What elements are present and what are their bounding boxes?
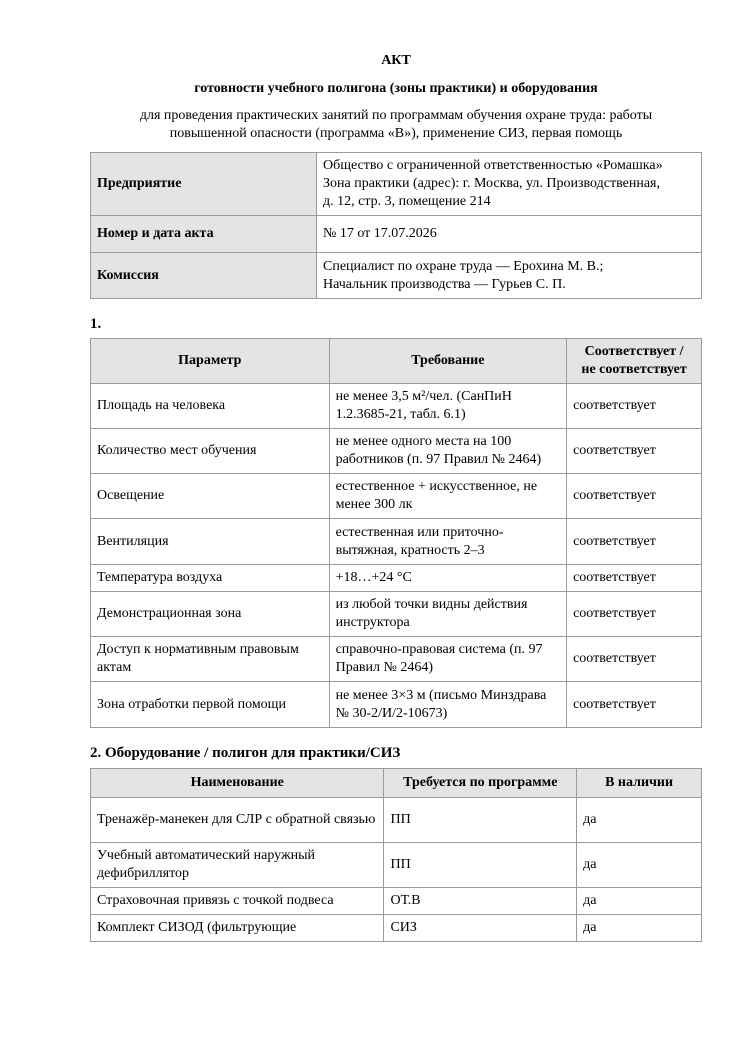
req-cell: +18…+24 °С	[329, 565, 567, 592]
req-cell: не менее 3,5 м²/чел. (СанПиН 1.2.3685-21, табл. 6.1)	[329, 384, 567, 429]
enterprise-value	[317, 153, 702, 216]
param-cell: Освещение	[91, 474, 330, 519]
equipment-available-cell: да	[577, 798, 702, 843]
equipment-required-cell: ПП	[384, 843, 577, 888]
equipment-name-cell: Учебный автоматический наружный дефибриллятор	[91, 843, 384, 888]
enterprise-line1: Общество с ограниченной ответственностью «Ромашка»	[323, 158, 663, 173]
table-row	[91, 798, 702, 843]
table-row	[91, 384, 702, 429]
param-cell: Количество мест обучения	[91, 429, 330, 474]
commission-value	[317, 253, 702, 299]
document-page	[90, 52, 702, 942]
equipment-name-cell: Страховочная привязь с точкой подвеса	[91, 888, 384, 915]
commission-line2: Начальник производства — Гурьев С. П.	[323, 276, 566, 292]
doc-subtitle: готовности учебного полигона (зоны практики) и оборудования	[194, 81, 598, 96]
req-cell: не менее одного места на 100 работников (п. 97 Правил № 2464)	[329, 429, 567, 474]
enterprise-line2: Зона практики (адрес): г. Москва, ул. Производственная,	[323, 176, 660, 191]
equipment-name-cell: Комплект СИЗОД (фильтрующие	[91, 915, 384, 942]
status-cell: соответствует	[567, 429, 702, 474]
enterprise-line3: д. 12, стр. 3, помещение 214	[323, 194, 491, 209]
equipment-name-cell: Тренажёр-манекен для СЛР с обратной связью	[91, 798, 384, 843]
act-label: Номер и дата акта	[91, 216, 317, 253]
table-row	[91, 915, 702, 942]
params-header-param: Параметр	[91, 339, 330, 384]
params-header-status-line2: не соответствует	[581, 362, 687, 377]
table-row	[91, 565, 702, 592]
table-row	[91, 843, 702, 888]
req-cell: естественная или приточно-вытяжная, кратность 2–3	[329, 519, 567, 565]
param-cell: Зона отработки первой помощи	[91, 682, 330, 728]
info-row-act	[91, 216, 702, 253]
equipment-header-name: Наименование	[91, 769, 384, 798]
req-cell: справочно-правовая система (п. 97 Правил № 2464)	[329, 637, 567, 682]
status-cell: соответствует	[567, 682, 702, 728]
req-cell: естественное + искусственное, не менее 300 лк	[329, 474, 567, 519]
equipment-header-required: Требуется по программе	[384, 769, 577, 798]
equipment-available-cell: да	[577, 915, 702, 942]
param-cell: Демонстрационная зона	[91, 592, 330, 637]
status-cell: соответствует	[567, 592, 702, 637]
params-header-row	[91, 339, 702, 384]
params-header-req: Требование	[329, 339, 567, 384]
enterprise-label: Предприятие	[91, 153, 317, 216]
param-cell: Доступ к нормативным правовым актам	[91, 637, 330, 682]
param-cell: Вентиляция	[91, 519, 330, 565]
equipment-required-cell: ПП	[384, 798, 577, 843]
equipment-required-cell: ОТ.В	[384, 888, 577, 915]
status-cell: соответствует	[567, 474, 702, 519]
commission-label: Комиссия	[91, 253, 317, 299]
equipment-header-row	[91, 769, 702, 798]
equipment-available-cell: да	[577, 888, 702, 915]
table-row	[91, 519, 702, 565]
section1-heading: 1.	[90, 316, 102, 332]
table-row	[91, 888, 702, 915]
params-table	[90, 338, 702, 728]
info-row-enterprise	[91, 153, 702, 216]
params-header-status-line1: Соответствует /	[584, 344, 684, 359]
doc-purpose	[90, 107, 702, 143]
status-cell: соответствует	[567, 519, 702, 565]
status-cell: соответствует	[567, 565, 702, 592]
req-cell: из любой точки видны действия инструктора	[329, 592, 567, 637]
section2-heading: 2. Оборудование / полигон для практики/СИЗ	[90, 745, 401, 761]
table-row	[91, 474, 702, 519]
table-row	[91, 429, 702, 474]
params-header-status	[567, 339, 702, 384]
equipment-table	[90, 768, 702, 942]
doc-title: АКТ	[381, 53, 411, 68]
table-row	[91, 682, 702, 728]
req-cell: не менее 3×3 м (письмо Минздрава № 30-2/И/2-10673)	[329, 682, 567, 728]
equipment-required-cell: СИЗ	[384, 915, 577, 942]
doc-purpose-line1: для проведения практических занятий по программам обучения охране труда: работы	[139, 108, 653, 123]
equipment-available-cell: да	[577, 843, 702, 888]
status-cell: соответствует	[567, 384, 702, 429]
param-cell: Температура воздуха	[91, 565, 330, 592]
doc-purpose-line2: повышенной опасности (программа «В»), применение СИЗ, первая помощь	[169, 126, 623, 141]
info-table	[90, 152, 702, 299]
table-row	[91, 592, 702, 637]
param-cell: Площадь на человека	[91, 384, 330, 429]
table-row	[91, 637, 702, 682]
act-value: № 17 от 17.07.2026	[317, 216, 702, 253]
status-cell: соответствует	[567, 637, 702, 682]
equipment-header-available: В наличии	[577, 769, 702, 798]
commission-line1: Специалист по охране труда — Ерохина М. В.;	[323, 258, 604, 274]
info-row-commission	[91, 253, 702, 299]
